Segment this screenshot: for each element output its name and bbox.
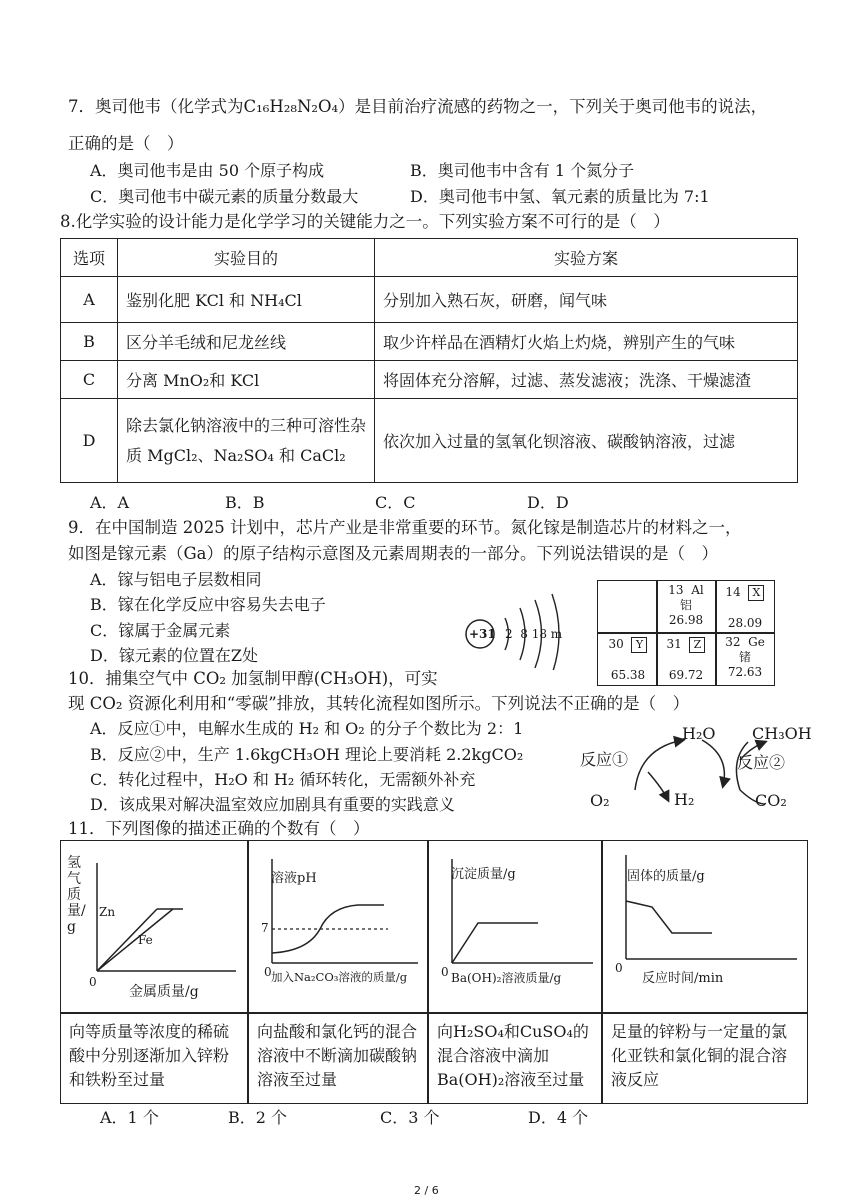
label-h2: H₂ [674, 790, 695, 809]
graph-4-caption: 足量的锌粉与一定量的氯化亚铁和氯化铜的混合溶液反应 [611, 1022, 788, 1089]
q11-option-a: A．1 个 [100, 1108, 159, 1127]
q7-option-a: A．奥司他韦是由 50 个原子构成 [90, 161, 325, 180]
table-cell: D [61, 399, 118, 483]
element-name: 铝 [679, 598, 692, 612]
label-ch3oh: CH₃OH [752, 724, 812, 743]
q7-stem-line2: 正确的是（ ） [68, 134, 184, 153]
table-cell: 将固体充分溶解，过滤、蒸发滤液；洗涤、干燥滤渣 [375, 361, 798, 399]
graph-2-ylabel: 溶液pH [271, 871, 317, 886]
q11-option-b: B．2 个 [228, 1108, 288, 1127]
precipitate-line [452, 923, 538, 963]
cell-x [717, 585, 773, 631]
periodic-table-fragment [597, 580, 775, 686]
graph-4-ylabel: 固体的质量/g [627, 869, 705, 884]
graph-4-origin: 0 [615, 961, 623, 975]
table-header-cell: 实验方案 [375, 239, 798, 277]
label-reaction-1: 反应① [580, 750, 629, 769]
q7-option-b: B．奥司他韦中含有 1 个氮分子 [410, 161, 635, 180]
element-symbol: Ge [748, 635, 765, 649]
graph-1-caption: 向等质量等浓度的稀硫酸中分别逐渐加入锌粉和铁粉至过量 [69, 1022, 230, 1089]
graph-2-caption: 向盐酸和氯化钙的混合溶液中不断滴加碳酸钠溶液至过量 [257, 1022, 418, 1089]
atom-nucleus: +31 [469, 627, 496, 641]
table-header-cell: 选项 [61, 239, 118, 277]
table-row [61, 361, 798, 399]
q11-stem: 11．下列图像的描述正确的个数有（ ） [68, 819, 370, 838]
graph-3-caption: 向H₂SO₄和CuSO₄的混合溶液中滴加Ba(OH)₂溶液至过量 [437, 1022, 589, 1089]
table-cell: 鉴别化肥 KCl 和 NH₄Cl [118, 277, 375, 323]
solid-mass-line [626, 901, 712, 933]
q10-option-b: B．反应②中，生产 1.6kgCH₃OH 理论上要消耗 2.2kgCO₂ [90, 745, 524, 764]
q10-option-a: A．反应①中，电解水生成的 H₂ 和 O₂ 的分子个数比为 2：1 [90, 719, 524, 738]
graph-2-origin: 0 [264, 965, 272, 979]
graph-2-tick-7: 7 [261, 921, 269, 935]
q8-option-c: C．C [375, 493, 416, 512]
graph-1-xlabel: 金属质量/g [129, 984, 199, 1000]
q8-stem: 8.化学实验的设计能力是化学学习的关键能力之一。下列实验方案不可行的是（ ） [60, 212, 670, 231]
cell-al [658, 583, 714, 628]
q9-stem-line1: 9．在中国制造 2025 计划中，芯片产业是非常重要的环节。氮化镓是制造芯片的材料之一， [68, 518, 742, 537]
table-row [61, 323, 798, 361]
q11-graph-table [60, 840, 808, 1104]
table-cell: B [61, 323, 118, 361]
label-co2: CO₂ [755, 791, 787, 810]
table-header-row [61, 239, 798, 277]
table-cell: 除去氯化钠溶液中的三种可溶性杂质 MgCl₂、Na₂SO₄ 和 CaCl₂ [118, 399, 375, 483]
table-cell: 取少许样品在酒精灯火焰上灼烧，辨别产生的气味 [375, 323, 798, 361]
label-reaction-2: 反应② [737, 753, 786, 772]
graph-1-fe-label: Fe [138, 933, 153, 947]
graph-2-xlabel: 加入Na₂CO₃溶液的质量/g [271, 970, 408, 984]
q8-option-d: D．D [527, 493, 569, 512]
placeholder-z: Z [689, 637, 705, 653]
page-number: 2 / 6 [414, 1184, 439, 1197]
atomic-number: 13 [668, 583, 684, 597]
atomic-mass: 26.98 [668, 613, 704, 627]
graph-3-ylabel: 沉淀质量/g [451, 867, 516, 882]
atomic-number: 14 [725, 585, 741, 599]
q9-option-b: B．镓在化学反应中容易失去电子 [90, 595, 326, 614]
table-cell: 依次加入过量的氢氧化钡溶液、碳酸钠溶液，过滤 [375, 399, 798, 483]
placeholder-x: X [748, 585, 764, 601]
graph-1-origin: 0 [89, 975, 97, 989]
q8-option-a: A．A [90, 493, 130, 512]
q9-stem-line2: 如图是镓元素（Ga）的原子结构示意图及元素周期表的一部分。下列说法错误的是（ ） [68, 544, 719, 563]
atomic-mass: 72.63 [727, 665, 763, 679]
graph-1-ylabel: 氢气质量/g [67, 855, 86, 935]
cell-y [600, 637, 656, 683]
q9-option-d: D．镓元素的位置在Z处 [90, 646, 258, 665]
q9-option-c: C．镓属于金属元素 [90, 621, 231, 640]
table-cell: A [61, 277, 118, 323]
placeholder-y: Y [631, 637, 647, 653]
label-h2o: H₂O [682, 724, 716, 743]
cell-z [658, 637, 714, 683]
q11-option-d: D．4 个 [528, 1108, 589, 1127]
q10-stem-line2: 现 CO₂ 资源化利用和“零碳”排放，其转化流程如图所示。下列说法不正确的是（ ） [68, 694, 690, 713]
graph-4-xlabel: 反应时间/min [642, 971, 724, 986]
q11-option-c: C．3 个 [380, 1108, 440, 1127]
q7-option-d: D．奥司他韦中氢、氧元素的质量比为 7:1 [410, 187, 710, 206]
atomic-number: 31 [666, 637, 682, 651]
table-cell: 分离 MnO₂和 KCl [118, 361, 375, 399]
table-row [61, 277, 798, 323]
table-row [61, 399, 798, 483]
q10-option-d: D．该成果对解决温室效应加剧具有重要的实践意义 [90, 795, 455, 814]
q10-stem-line1: 10．捕集空气中 CO₂ 加氢制甲醇(CH₃OH)，可实 [68, 669, 438, 688]
element-symbol: Al [691, 583, 704, 597]
q7-option-c: C．奥司他韦中碳元素的质量分数最大 [90, 187, 359, 206]
q7-stem-line1: 7．奥司他韦（化学式为C₁₆H₂₈N₂O₄）是目前治疗流感的药物之一，下列关于奥司他韦的说法， [68, 97, 768, 116]
q9-option-a: A．镓与铝电子层数相同 [90, 570, 262, 589]
q10-option-c: C．转化过程中，H₂O 和 H₂ 循环转化，无需额外补充 [90, 770, 476, 789]
graph-3-xlabel: Ba(OH)₂溶液质量/g [451, 971, 562, 985]
atomic-mass: 65.38 [610, 668, 646, 682]
label-o2: O₂ [590, 791, 610, 810]
graph-1-zn-label: Zn [99, 905, 116, 919]
atomic-number: 30 [608, 637, 624, 651]
atomic-number: 32 [725, 635, 741, 649]
table-header-cell: 实验目的 [118, 239, 375, 277]
element-name: 锗 [738, 650, 751, 664]
q8-table [60, 238, 798, 483]
table-cell: 分别加入熟石灰，研磨，闻气味 [375, 277, 798, 323]
atom-shells: 2 8 18 m [505, 627, 563, 641]
q8-option-b: B．B [225, 493, 265, 512]
table-cell: C [61, 361, 118, 399]
cell-ge [717, 635, 773, 680]
atomic-mass: 69.72 [668, 668, 704, 682]
atomic-mass: 28.09 [727, 616, 763, 630]
table-cell: 区分羊毛绒和尼龙丝线 [118, 323, 375, 361]
graph-3-origin: 0 [441, 965, 449, 979]
